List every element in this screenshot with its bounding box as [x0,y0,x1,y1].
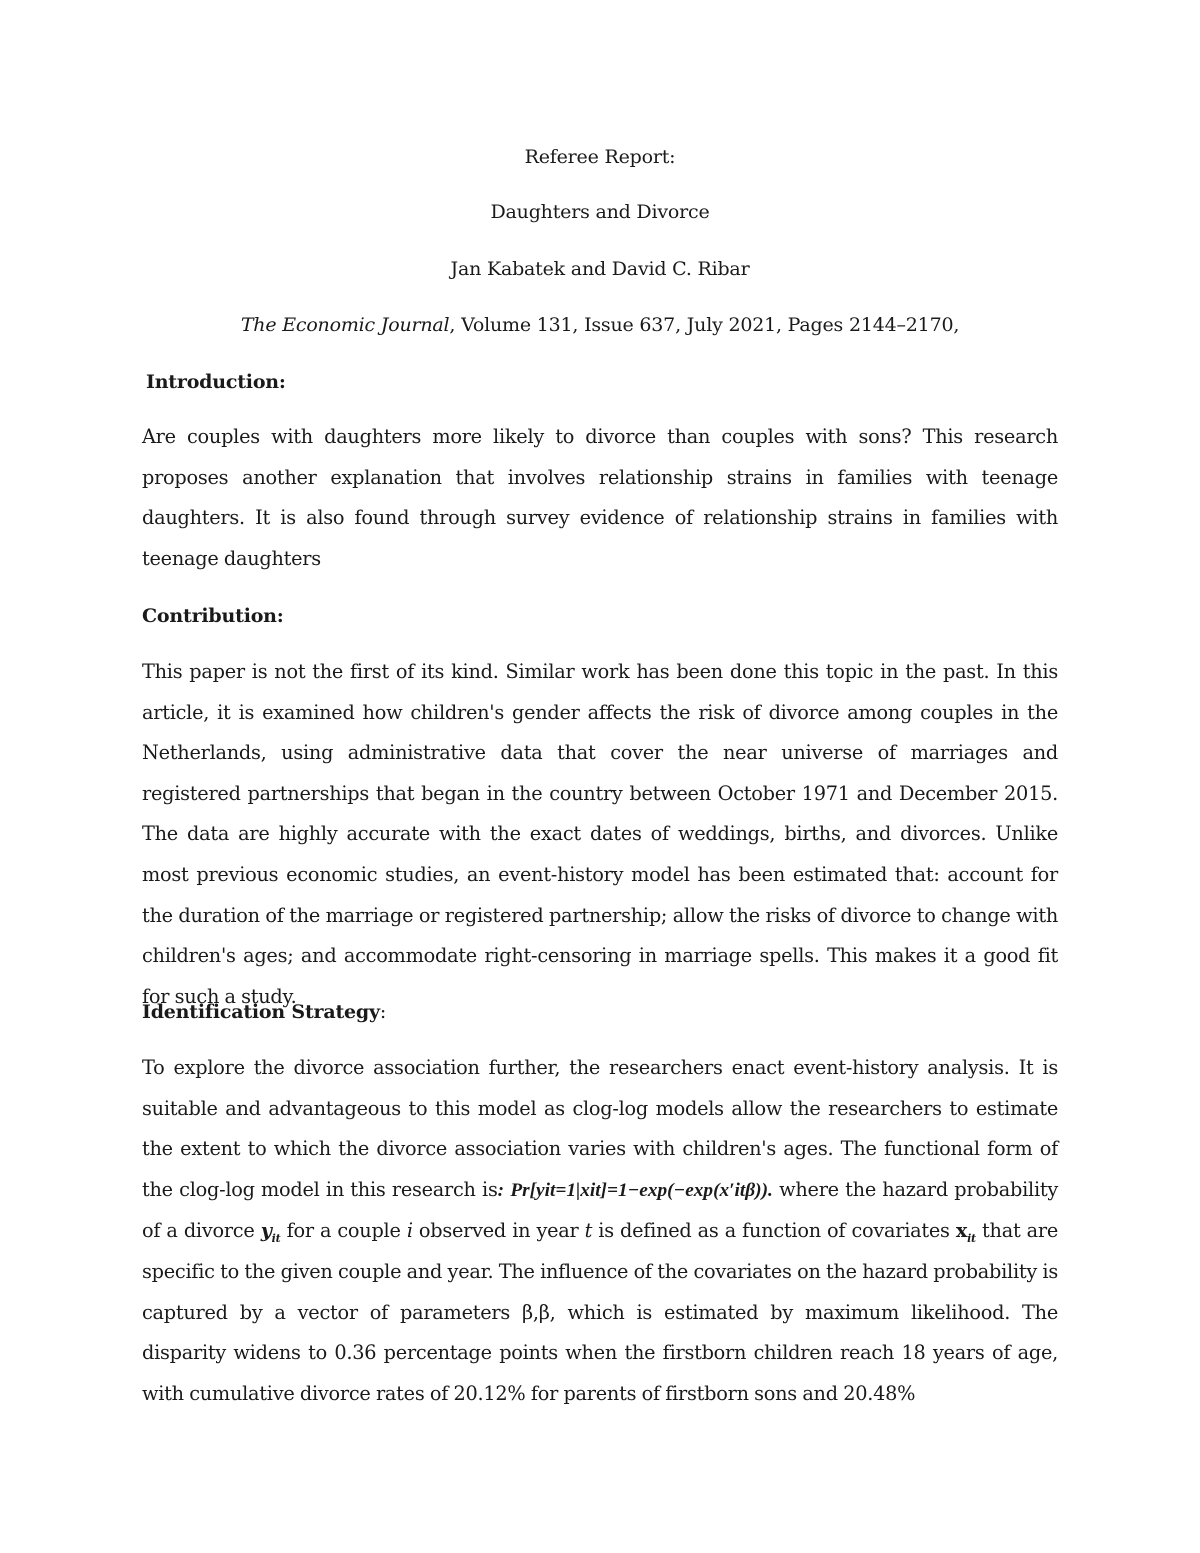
identification-text-5: is defined as a function of covariates [592,1219,956,1243]
t-symbol: t [584,1219,593,1243]
identification-text-4: observed in year [412,1219,585,1243]
identification-text-2: where the hazard probability of a divorce [142,1177,1058,1243]
paper-title: Daughters and Divorce [490,201,710,223]
journal-citation [0,313,1200,337]
contribution-heading: Contribution: [142,605,284,627]
introduction-body: Are couples with daughters more likely to divorce than couples with sons? This research proposes another explanation that involves relationship strains in families with teenage daughters. It is also found through survey evidence of relationship strains in families with teenage daughters [142,425,1058,570]
contribution-body: This paper is not the first of its kind. Similar work has been done this topic in the past. In this article, it is examined how children's gender affects the risk of divorce among couples in the Netherlands, using administrative data that cover the near universe of marriages and registered partnerships that began in the country between October 1971 and December 2015. The data are highly accurate with the exact dates of weddings, births, and divorces. Unlike most previous economic studies, an event-history model has been estimated that: account for the duration of the marriage or registered partnership; allow the risks of divorce to change with children's ages; and accommodate right-censoring in marriage spells. This makes it a good fit for such a study. [142,660,1058,1008]
identification-text-1: To explore the divorce association further, the researchers enact event-history analysis. It is suitable and advantageous to this model as clog-log models allow the researchers to estimate the extent to which the divorce association varies with children's ages. The functional form of the clog-log model in this research is [142,1056,1058,1201]
identification-body [142,1048,1058,1414]
x-subscript: it [967,1232,976,1246]
identification-heading [142,1000,386,1024]
cloglog-formula: Pr[yit=1|xit]=1−exp(−exp(x′itβ)). [510,1179,773,1201]
y-symbol: y [260,1219,272,1243]
formula-colon: : [497,1179,505,1201]
i-symbol: i [406,1219,413,1243]
identification-heading-colon: : [379,1001,387,1023]
x-symbol: x [955,1219,968,1243]
introduction-heading: Introduction: [146,371,286,393]
identification-heading-text: Identification Strategy [142,1001,380,1023]
citation-details: , Volume 131, Issue 637, July 2021, Pages 2144–2170, [449,314,960,336]
report-label: Referee Report: [524,146,676,168]
y-subscript: it [271,1232,281,1246]
identification-text-3: for a couple [280,1219,407,1243]
paper-authors: Jan Kabatek and David C. Ribar [450,258,750,280]
identification-text-6: that are specific to the given couple and year. The influence of the covariates on the hazard probability is captured by a vector of parameters β,β, which is estimated by maximum likelihood. The disparity widens to 0.36 percentage points when the firstborn children reach 18 years of age, with cumulative divorce rates of 20.12% for parents of firstborn sons and 20.48% [142,1219,1058,1405]
journal-name: The Economic Journal [240,314,450,336]
